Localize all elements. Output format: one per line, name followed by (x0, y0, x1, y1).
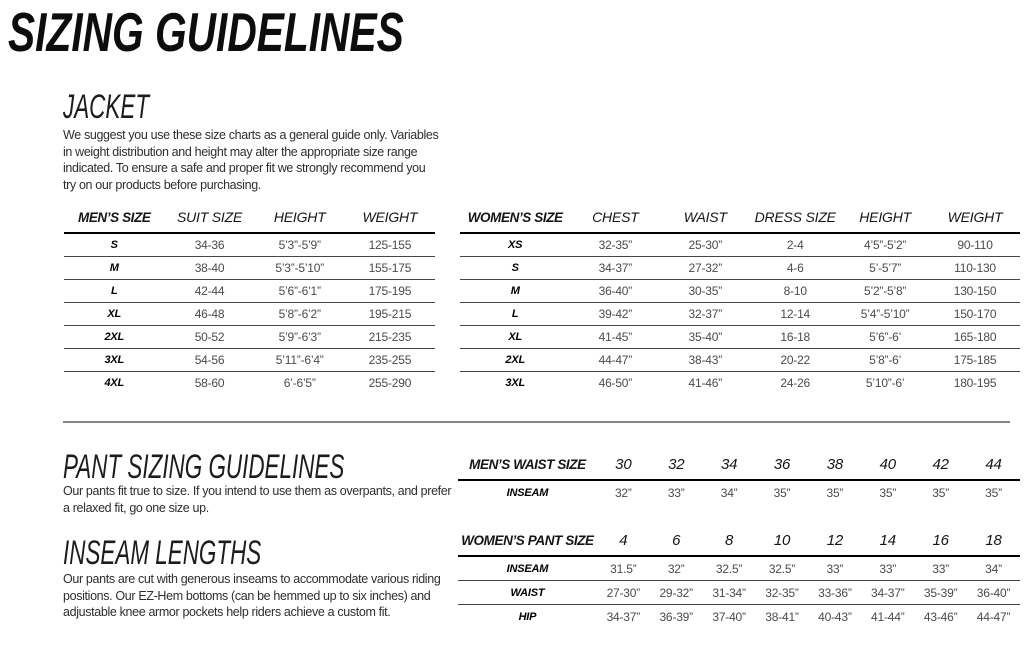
cell-value: 35” (932, 485, 950, 500)
cell-value: 43-46” (923, 609, 958, 624)
cell-value: 29-32” (650, 581, 703, 605)
cell-value: 12-14 (750, 303, 840, 326)
cell-value: 38-41” (765, 609, 799, 624)
cell-value: 33” (808, 556, 861, 581)
cell-value: 33” (667, 485, 685, 500)
row-label: INSEAM (458, 556, 597, 581)
table-row (458, 556, 1020, 581)
cell-value: 35-40” (660, 326, 750, 349)
cell-value: 40-43” (818, 609, 852, 624)
cell-value: 20-22 (750, 349, 840, 372)
cell-value: 44-47” (976, 609, 1011, 624)
cell-value: 34” (720, 485, 738, 500)
cell-value: 46-50” (598, 376, 633, 390)
cell-value: 130-150 (930, 280, 1020, 303)
row-label: S (460, 257, 570, 280)
cell-value: 50-52 (164, 326, 254, 349)
inseam-section-description: Our pants are cut with generous inseams to accommodate various riding positions. Our EZ-Hem bottoms (can be hemmed up to six inches) and adjustable knee armor pockets help riders achieve a custom fit. (63, 572, 441, 619)
cell-value: 255-290 (368, 376, 412, 390)
cell-value: 155-175 (345, 257, 435, 280)
row-label: 3XL (505, 377, 525, 389)
row-label: INSEAM (506, 486, 549, 499)
table-row (460, 303, 1020, 326)
cell-value: 5’9”-6’3” (255, 326, 345, 349)
cell-value: 27-32” (660, 257, 750, 280)
column-header: 30 (597, 454, 650, 480)
inseam-section-heading: INSEAM LENGTHS (63, 534, 262, 572)
column-header: DRESS SIZE (750, 206, 840, 233)
cell-value: 5’11”-6’4” (255, 349, 345, 372)
table-row (64, 233, 435, 257)
row-label: 3XL (64, 349, 164, 372)
cell-value: 42-44 (164, 280, 254, 303)
cell-value: 33” (861, 556, 914, 581)
womens-pant-size-table (458, 530, 1020, 628)
cell-value: 41-44” (871, 609, 905, 624)
column-header: 18 (967, 530, 1020, 556)
table-row (460, 233, 1020, 257)
row-label: 4XL (104, 377, 125, 389)
cell-value: 125-155 (345, 233, 435, 257)
table-row (64, 280, 435, 303)
cell-value: 33” (914, 556, 967, 581)
row-label: HIP (518, 610, 537, 623)
cell-value: 4’5”-5’2” (840, 233, 930, 257)
cell-value: 58-60 (194, 376, 225, 390)
column-header: 14 (861, 530, 914, 556)
jacket-section-heading: JACKET (63, 88, 150, 126)
table-row (458, 480, 1020, 504)
table-row (460, 326, 1020, 349)
table-row (460, 257, 1020, 280)
table-row (64, 372, 435, 395)
column-header: 16 (914, 530, 967, 556)
column-header: 12 (808, 530, 861, 556)
cell-value: 5’2”-5’8” (840, 280, 930, 303)
row-label-header: MEN’S WAIST SIZE (458, 454, 597, 480)
cell-value: 36-40” (967, 581, 1020, 605)
table-row (458, 605, 1020, 629)
cell-value: 30-35” (660, 280, 750, 303)
cell-value: 5’3”-5’10” (255, 257, 345, 280)
cell-value: 165-180 (930, 326, 1020, 349)
table-row (460, 280, 1020, 303)
cell-value: 41-45” (570, 326, 660, 349)
column-header: CHEST (570, 206, 660, 233)
row-label: 2XL (460, 349, 570, 372)
row-label: L (460, 303, 570, 326)
cell-value: 44-47” (570, 349, 660, 372)
header-row (458, 454, 1020, 480)
mens-waist-size-table (458, 454, 1020, 504)
column-header: 40 (861, 454, 914, 480)
cell-value: 150-170 (930, 303, 1020, 326)
row-label-header: WOMEN’S SIZE (460, 206, 570, 233)
pant-section-description: Our pants fit true to size. If you intend to use them as overpants, and prefer a relaxed fit, go one size up. (63, 484, 452, 515)
pant-section-heading: PANT SIZING GUIDELINES (63, 448, 345, 486)
table-row (64, 257, 435, 280)
cell-value: 25-30” (660, 233, 750, 257)
cell-value: 175-195 (345, 280, 435, 303)
column-header: 36 (756, 454, 809, 480)
cell-value: 27-30” (597, 581, 650, 605)
column-header: 38 (808, 454, 861, 480)
cell-value: 5’6”-6’1” (255, 280, 345, 303)
row-label: S (64, 233, 164, 257)
cell-value: 235-255 (345, 349, 435, 372)
cell-value: 34-37” (861, 581, 914, 605)
header-row (64, 206, 435, 233)
cell-value: 46-48 (164, 303, 254, 326)
jacket-section-description: We suggest you use these size charts as a general guide only. Variables in weight distribution and height may alter the appropriate size range indicated. To ensure a safe and proper fit we strongly recommend you try on our products before purchasing. (63, 128, 439, 192)
column-header: 34 (703, 454, 756, 480)
cell-value: 180-195 (953, 376, 997, 390)
cell-value: 36-39” (659, 609, 693, 624)
cell-value: 34-37” (606, 609, 641, 624)
cell-value: 16-18 (750, 326, 840, 349)
cell-value: 175-185 (930, 349, 1020, 372)
header-row (458, 530, 1020, 556)
column-header: WEIGHT (345, 206, 435, 233)
column-header: 32 (650, 454, 703, 480)
row-label: 2XL (64, 326, 164, 349)
cell-value: 32.5” (756, 556, 809, 581)
cell-value: 33-36” (808, 581, 861, 605)
cell-value: 32.5” (703, 556, 756, 581)
section-divider (63, 421, 1010, 423)
cell-value: 31.5” (597, 556, 650, 581)
column-header: WAIST (660, 206, 750, 233)
row-label: WAIST (458, 581, 597, 605)
table-row (64, 349, 435, 372)
cell-value: 5’3”-5’9” (255, 233, 345, 257)
row-label: XL (64, 303, 164, 326)
column-header: 10 (756, 530, 809, 556)
cell-value: 24-26 (780, 376, 811, 390)
cell-value: 31-34” (703, 581, 756, 605)
mens-jacket-size-table (64, 206, 435, 394)
table-row (460, 349, 1020, 372)
cell-value: 5’4”-5’10” (840, 303, 930, 326)
cell-value: 41-46” (688, 376, 723, 390)
cell-value: 5’10”-6’ (865, 376, 905, 390)
column-header: 44 (967, 454, 1020, 480)
cell-value: 32-37” (660, 303, 750, 326)
row-label: XS (460, 233, 570, 257)
table-row (458, 581, 1020, 605)
cell-value: 35” (773, 485, 791, 500)
table-row (64, 326, 435, 349)
column-header: SUIT SIZE (164, 206, 254, 233)
cell-value: 34-37” (570, 257, 660, 280)
cell-value: 34” (967, 556, 1020, 581)
column-header: 42 (914, 454, 967, 480)
cell-value: 5’8”-6’ (840, 349, 930, 372)
column-header: HEIGHT (840, 206, 930, 233)
cell-value: 195-215 (345, 303, 435, 326)
cell-value: 35” (826, 485, 844, 500)
column-header: 6 (650, 530, 703, 556)
cell-value: 90-110 (930, 233, 1020, 257)
header-row (460, 206, 1020, 233)
cell-value: 37-40” (712, 609, 746, 624)
cell-value: 110-130 (930, 257, 1020, 280)
cell-value: 35” (985, 485, 1002, 500)
column-header: 4 (597, 530, 650, 556)
cell-value: 5’-5’7” (840, 257, 930, 280)
row-label: L (64, 280, 164, 303)
column-header: 8 (703, 530, 756, 556)
cell-value: 32” (614, 485, 632, 500)
row-label: M (460, 280, 570, 303)
column-header: HEIGHT (255, 206, 345, 233)
cell-value: 38-40 (164, 257, 254, 280)
cell-value: 39-42” (570, 303, 660, 326)
cell-value: 2-4 (750, 233, 840, 257)
column-header: WEIGHT (930, 206, 1020, 233)
cell-value: 32-35” (570, 233, 660, 257)
row-label-header: MEN’S SIZE (64, 206, 164, 233)
cell-value: 5’8”-6’2” (255, 303, 345, 326)
cell-value: 35-39” (914, 581, 967, 605)
row-label-header: WOMEN’S PANT SIZE (458, 530, 597, 556)
cell-value: 35” (879, 485, 897, 500)
cell-value: 32” (650, 556, 703, 581)
cell-value: 8-10 (750, 280, 840, 303)
cell-value: 5’6”-6’ (840, 326, 930, 349)
cell-value: 215-235 (345, 326, 435, 349)
cell-value: 34-36 (164, 233, 254, 257)
row-label: M (64, 257, 164, 280)
cell-value: 4-6 (750, 257, 840, 280)
cell-value: 6’-6’5” (283, 376, 316, 390)
table-row (64, 303, 435, 326)
cell-value: 54-56 (164, 349, 254, 372)
table-row (460, 372, 1020, 395)
cell-value: 36-40” (570, 280, 660, 303)
page-title: SIZING GUIDELINES (8, 1, 404, 63)
womens-jacket-size-table (460, 206, 1020, 394)
cell-value: 38-43” (660, 349, 750, 372)
cell-value: 32-35” (756, 581, 809, 605)
row-label: XL (460, 326, 570, 349)
